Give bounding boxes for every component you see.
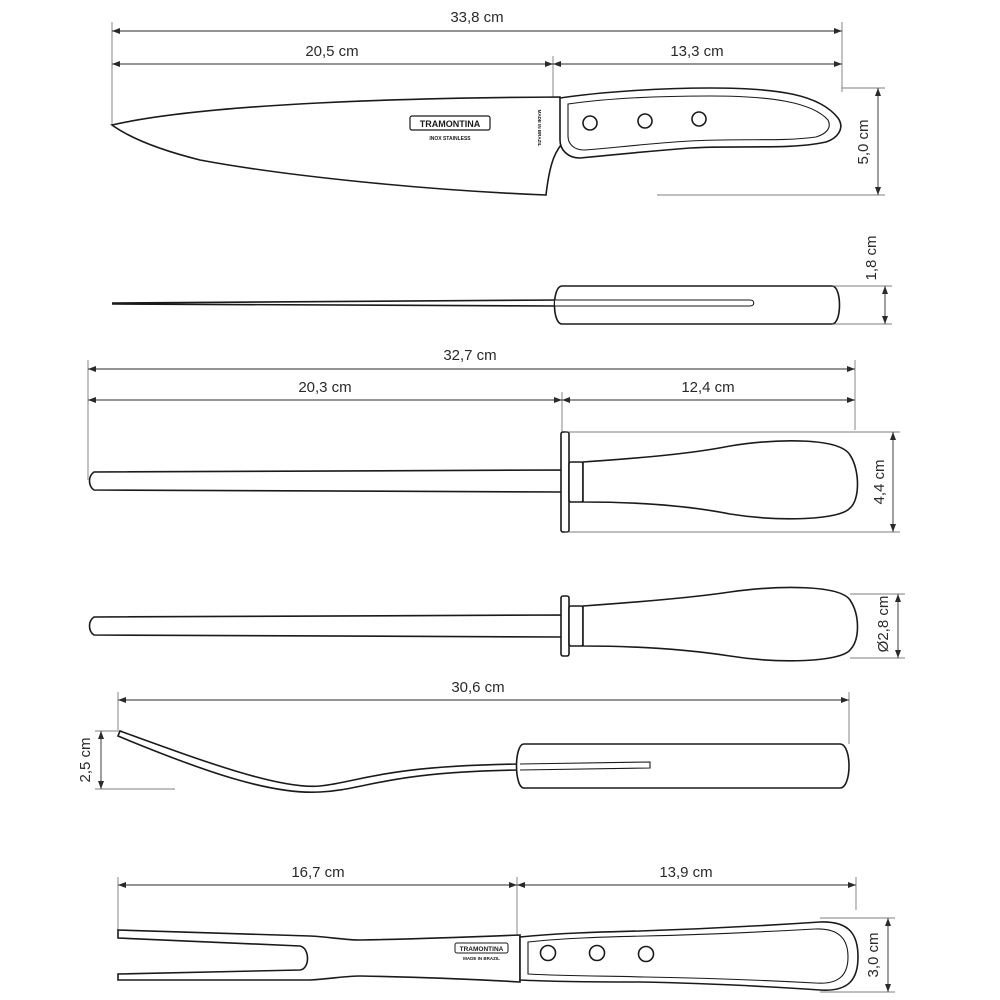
- rivet-icon: [583, 116, 597, 130]
- steel-collar: [569, 462, 583, 502]
- fork-tang-side: [520, 762, 650, 770]
- steel-guard-side: [561, 596, 569, 656]
- arrowhead-icon: [847, 397, 855, 403]
- arrowhead-icon: [890, 524, 896, 532]
- arrowhead-icon: [554, 397, 562, 403]
- steel-handle-side: [583, 587, 858, 660]
- chef-knife: [112, 9, 892, 324]
- depth-label: 2,5 cm: [77, 737, 94, 783]
- arrowhead-icon: [88, 366, 96, 372]
- arrowhead-icon: [885, 918, 891, 926]
- dimension-total-length: [118, 679, 849, 744]
- dimension-tines-handle: [118, 864, 856, 935]
- arrowhead-icon: [88, 397, 96, 403]
- thickness-label: 1,8 cm: [863, 235, 880, 281]
- brand-logo-text: TRAMONTINA: [459, 946, 504, 953]
- total-length-label: 30,6 cm: [451, 679, 505, 696]
- knife-tang-side: [555, 300, 754, 306]
- steel-handle: [583, 441, 858, 519]
- height-label: 5,0 cm: [855, 119, 872, 165]
- arrowhead-icon: [834, 61, 842, 67]
- brand-sub-text: INOX STAINLESS: [429, 136, 471, 142]
- arrowhead-icon: [112, 28, 120, 34]
- arrowhead-icon: [895, 594, 901, 602]
- arrowhead-icon: [98, 731, 104, 739]
- handle-length-label: 13,3 cm: [670, 43, 724, 60]
- handle-length-label: 12,4 cm: [681, 379, 735, 396]
- arrowhead-icon: [895, 650, 901, 658]
- steel-guard: [561, 432, 569, 532]
- arrowhead-icon: [885, 984, 891, 992]
- height-label: 3,0 cm: [865, 932, 882, 978]
- rod-length-label: 20,3 cm: [298, 379, 352, 396]
- height-label: 4,4 cm: [871, 459, 888, 505]
- arrowhead-icon: [545, 61, 553, 67]
- brand-logo-text: TRAMONTINA: [419, 119, 481, 129]
- rivet-icon: [639, 947, 654, 962]
- arrowhead-icon: [98, 781, 104, 789]
- rivet-icon: [541, 946, 556, 961]
- arrowhead-icon: [118, 697, 126, 703]
- blade-length-label: 20,5 cm: [305, 43, 359, 60]
- steel-rod: [90, 470, 563, 492]
- rivet-icon: [638, 114, 652, 128]
- arrowhead-icon: [118, 882, 126, 888]
- steel-collar-side: [569, 606, 583, 646]
- arrowhead-icon: [562, 397, 570, 403]
- handle-length-label: 13,9 cm: [659, 864, 713, 881]
- brand-sub-text: MADE IN BRAZIL: [463, 956, 500, 961]
- knife-edge-side: [112, 304, 560, 306]
- knife-spine-side: [112, 300, 560, 303]
- arrowhead-icon: [875, 88, 881, 96]
- arrowhead-icon: [509, 882, 517, 888]
- arrowhead-icon: [882, 316, 888, 324]
- arrowhead-icon: [834, 28, 842, 34]
- arrowhead-icon: [517, 882, 525, 888]
- knife-blade: [112, 97, 565, 195]
- carving-fork: [77, 679, 895, 992]
- arrowhead-icon: [112, 61, 120, 67]
- arrowhead-icon: [847, 366, 855, 372]
- steel-rod-side: [90, 615, 563, 637]
- rivet-icon: [590, 946, 605, 961]
- total-length-label: 33,8 cm: [450, 9, 504, 26]
- rivet-icon: [692, 112, 706, 126]
- arrowhead-icon: [553, 61, 561, 67]
- arrowhead-icon: [890, 432, 896, 440]
- arrowhead-icon: [841, 697, 849, 703]
- made-in-text: MADE IN BRAZIL: [537, 109, 542, 147]
- sharpening-steel: [88, 347, 905, 661]
- total-length-label: 32,7 cm: [443, 347, 497, 364]
- arrowhead-icon: [882, 286, 888, 294]
- tines-length-label: 16,7 cm: [291, 864, 345, 881]
- diameter-label: Ø2,8 cm: [875, 595, 892, 653]
- arrowhead-icon: [848, 882, 856, 888]
- dimension-rod-handle: [88, 379, 855, 432]
- fork-tines-top: [118, 930, 520, 982]
- dimension-thickness: [832, 235, 892, 324]
- arrowhead-icon: [875, 187, 881, 195]
